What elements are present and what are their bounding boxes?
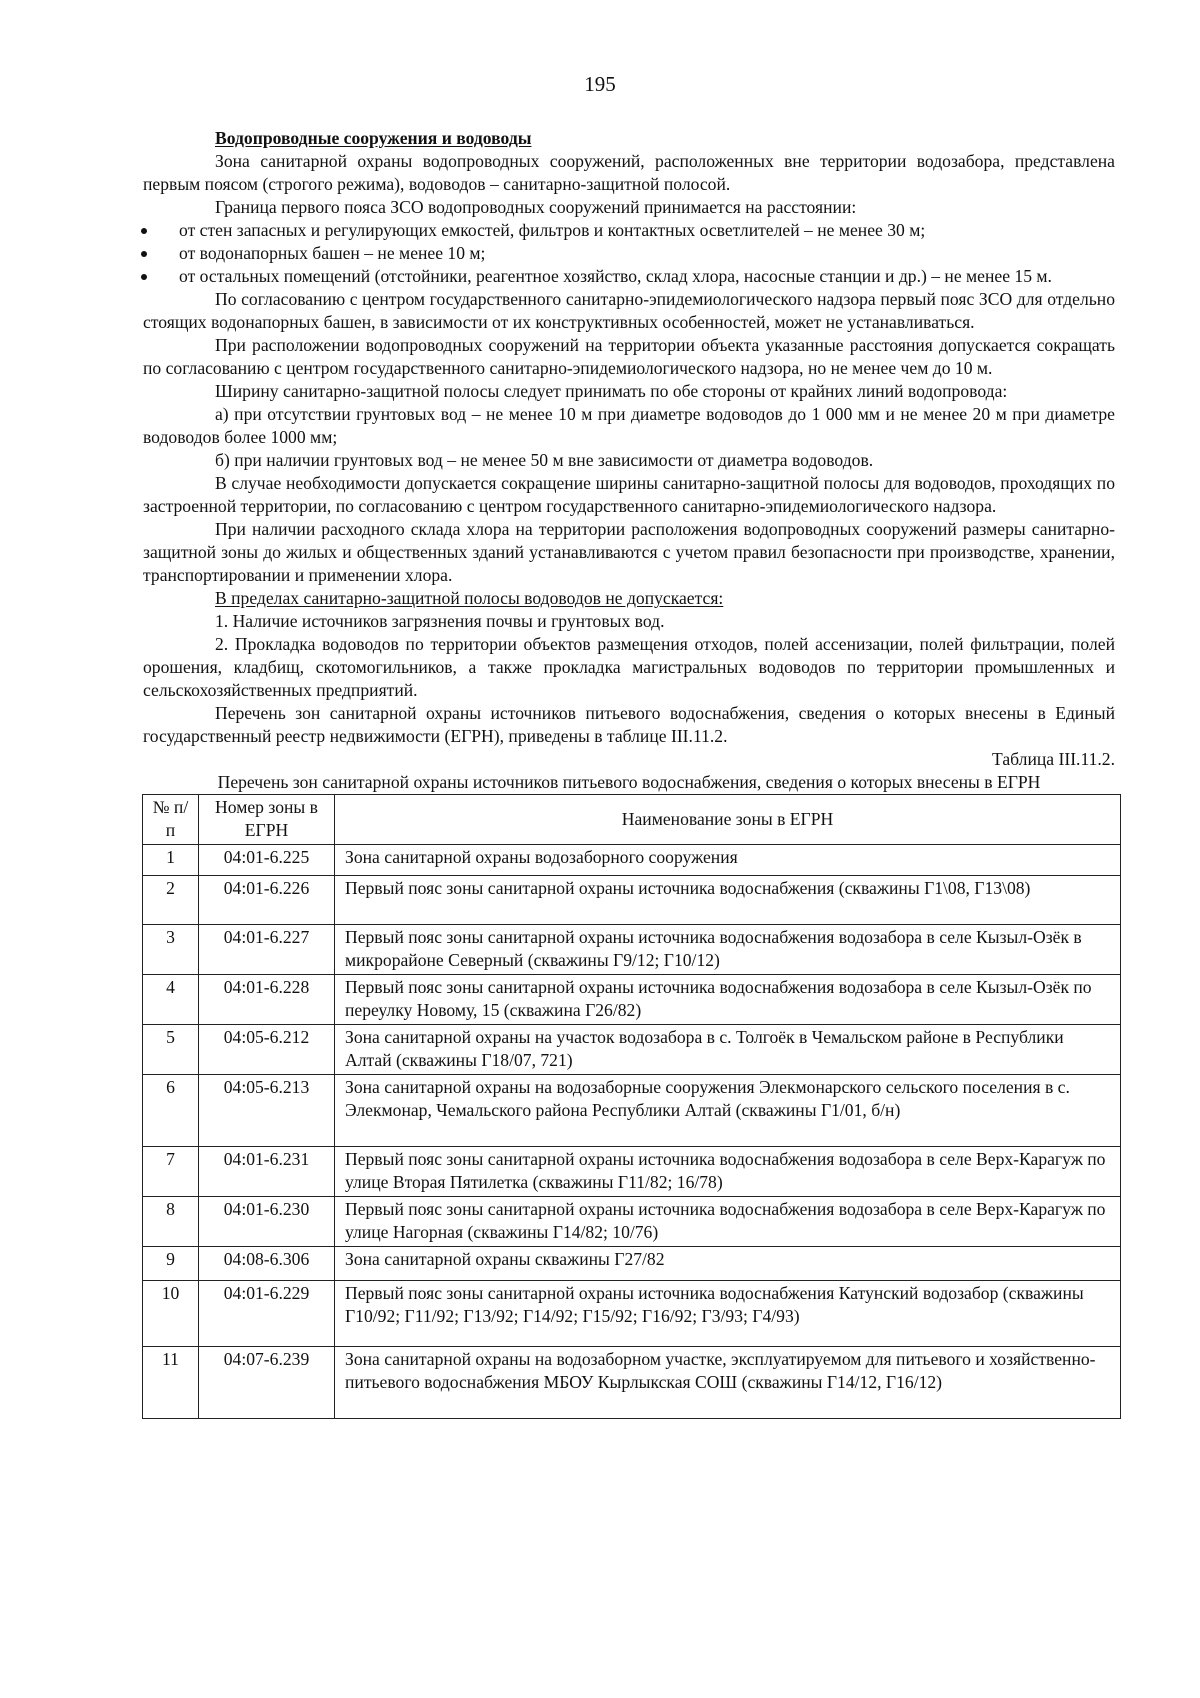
page-number: 195 <box>584 72 616 96</box>
paragraph: Ширину санитарно-защитной полосы следует принимать по обе стороны от крайних линий водопровода: <box>215 381 1008 401</box>
cell-name: Первый пояс зоны санитарной охраны источника водоснабжения водозабора в селе Верх-Карагуж по улице Нагорная (скважины Г14/82; 10/76) <box>335 1197 1121 1247</box>
table-row <box>143 975 1121 1025</box>
table-row <box>143 876 1121 925</box>
cell-name: Первый пояс зоны санитарной охраны источника водоснабжения водозабора в селе Кызыл-Озёк по переулку Новому, 15 (скважина Г26/82) <box>335 975 1121 1025</box>
cell-code: 04:01-6.228 <box>199 975 335 1025</box>
cell-num: 9 <box>143 1247 199 1281</box>
bullet-list <box>143 219 1115 288</box>
cell-num: 5 <box>143 1025 199 1075</box>
bullet-text: от водонапорных башен – не менее 10 м; <box>179 243 486 263</box>
bullet-icon <box>141 228 147 234</box>
cell-num: 6 <box>143 1075 199 1147</box>
section-heading: Водопроводные сооружения и водоводы <box>215 128 532 148</box>
cell-name: Первый пояс зоны санитарной охраны источника водоснабжения Катунский водозабор (скважины Г10/92; Г11/92; Г13/92; Г14/92; Г15/92; Г16/92; Г3/93; Г4/93) <box>335 1281 1121 1347</box>
header-num: № п/п <box>143 795 199 845</box>
table-row <box>143 1147 1121 1197</box>
cell-name: Первый пояс зоны санитарной охраны источника водоснабжения водозабора в селе Кызыл-Озёк в микрорайоне Северный (скважины Г9/12; Г10/12) <box>335 925 1121 975</box>
document-body <box>143 127 1115 1419</box>
paragraph: 2. Прокладка водоводов по территории объектов размещения отходов, полей ассенизации, полей фильтрации, полей орошения, кладбищ, скотомогильников, а также прокладка магистральных водоводов по территории промышленных и сельскохозяйственных предприятий. <box>143 634 1115 700</box>
table-row <box>143 845 1121 876</box>
table-reference: Таблица III.11.2. <box>992 749 1115 769</box>
header-name: Наименование зоны в ЕГРН <box>335 795 1121 845</box>
paragraph: Граница первого пояса ЗСО водопроводных сооружений принимается на расстоянии: <box>215 197 857 217</box>
bullet-icon <box>141 274 147 280</box>
cell-num: 1 <box>143 845 199 876</box>
cell-name: Зона санитарной охраны водозаборного сооружения <box>335 845 1121 876</box>
bullet-text: от стен запасных и регулирующих емкостей, фильтров и контактных осветлителей – не менее 30 м; <box>179 220 926 240</box>
cell-code: 04:01-6.231 <box>199 1147 335 1197</box>
cell-code: 04:05-6.212 <box>199 1025 335 1075</box>
cell-code: 04:05-6.213 <box>199 1075 335 1147</box>
cell-code: 04:01-6.227 <box>199 925 335 975</box>
table-header-row <box>143 795 1121 845</box>
restriction-heading <box>143 587 1115 610</box>
table-row <box>143 1025 1121 1075</box>
bullet-text: от остальных помещений (отстойники, реагентное хозяйство, склад хлора, насосные станции и др.) – не менее 15 м. <box>179 266 1052 286</box>
table-row <box>143 1281 1121 1347</box>
cell-name: Зона санитарной охраны на участок водозабора в с. Толгоёк в Чемальском районе в Республики Алтай (скважины Г18/07, 721) <box>335 1025 1121 1075</box>
cell-name: Первый пояс зоны санитарной охраны источника водоснабжения (скважины Г1\08, Г13\08) <box>335 876 1121 925</box>
bullet-item <box>143 265 1115 288</box>
cell-name: Первый пояс зоны санитарной охраны источника водоснабжения водозабора в селе Верх-Карагуж по улице Вторая Пятилетка (скважины Г11/82; 16/78) <box>335 1147 1121 1197</box>
cell-num: 2 <box>143 876 199 925</box>
cell-name: Зона санитарной охраны на водозаборном участке, эксплуатируемом для питьевого и хозяйственно-питьевого водоснабжения МБОУ Кырлыкская СОШ (скважины Г14/12, Г16/12) <box>335 1347 1121 1419</box>
header-code: Номер зоны в ЕГРН <box>199 795 335 845</box>
cell-name: Зона санитарной охраны скважины Г27/82 <box>335 1247 1121 1281</box>
cell-name: Зона санитарной охраны на водозаборные сооружения Элекмонарского сельского поселения в с. Элекмонар, Чемальского района Республики Алтай (скважины Г1/01, б/н) <box>335 1075 1121 1147</box>
cell-num: 7 <box>143 1147 199 1197</box>
bullet-item <box>143 242 1115 265</box>
cell-code: 04:01-6.225 <box>199 845 335 876</box>
table-row <box>143 1347 1121 1419</box>
paragraph: а) при отсутствии грунтовых вод – не менее 10 м при диаметре водоводов до 1 000 мм и не менее 20 м при диаметре водоводов более 1000 мм; <box>143 404 1115 447</box>
cell-code: 04:01-6.226 <box>199 876 335 925</box>
bullet-item <box>143 219 1115 242</box>
table-row <box>143 1197 1121 1247</box>
table-row <box>143 925 1121 975</box>
restriction-heading-text: В пределах санитарно-защитной полосы водоводов не допускается: <box>215 588 724 608</box>
table-title: Перечень зон санитарной охраны источников питьевого водоснабжения, сведения о которых внесены в ЕГРН <box>217 772 1041 792</box>
paragraph: б) при наличии грунтовых вод – не менее 50 м вне зависимости от диаметра водоводов. <box>215 450 874 470</box>
paragraph: При расположении водопроводных сооружений на территории объекта указанные расстояния допускается сокращать по согласованию с центром государственного санитарно-эпидемиологического надзора, но не менее чем до 10 м. <box>143 335 1115 378</box>
cell-code: 04:08-6.306 <box>199 1247 335 1281</box>
paragraph: Зона санитарной охраны водопроводных сооружений, расположенных вне территории водозабора, представлена первым поясом (строгого режима), водоводов – санитарно-защитной полосой. <box>143 151 1115 194</box>
zones-table <box>142 794 1121 1419</box>
cell-code: 04:07-6.239 <box>199 1347 335 1419</box>
cell-num: 10 <box>143 1281 199 1347</box>
table-row <box>143 1247 1121 1281</box>
cell-num: 4 <box>143 975 199 1025</box>
paragraph: При наличии расходного склада хлора на территории расположения водопроводных сооружений размеры санитарно-защитной зоны до жилых и общественных зданий устанавливаются с учетом правил безопасности при производстве, хранении, транспортировании и применении хлора. <box>143 519 1115 585</box>
cell-code: 04:01-6.229 <box>199 1281 335 1347</box>
cell-num: 3 <box>143 925 199 975</box>
paragraph: По согласованию с центром государственного санитарно-эпидемиологического надзора первый пояс ЗСО для отдельно стоящих водонапорных башен, в зависимости от их конструктивных особенностей, может не устанавливаться. <box>143 289 1115 332</box>
table-row <box>143 1075 1121 1147</box>
paragraph: Перечень зон санитарной охраны источников питьевого водоснабжения, сведения о которых внесены в Единый государственный реестр недвижимости (ЕГРН), приведены в таблице III.11.2. <box>143 703 1115 746</box>
cell-code: 04:01-6.230 <box>199 1197 335 1247</box>
cell-num: 8 <box>143 1197 199 1247</box>
paragraph: 1. Наличие источников загрязнения почвы и грунтовых вод. <box>215 611 665 631</box>
cell-num: 11 <box>143 1347 199 1419</box>
bullet-icon <box>141 251 147 257</box>
paragraph: В случае необходимости допускается сокращение ширины санитарно-защитной полосы для водоводов, проходящих по застроенной территории, по согласованию с центром государственного санитарно-эпидемиологического надзора. <box>143 473 1115 516</box>
